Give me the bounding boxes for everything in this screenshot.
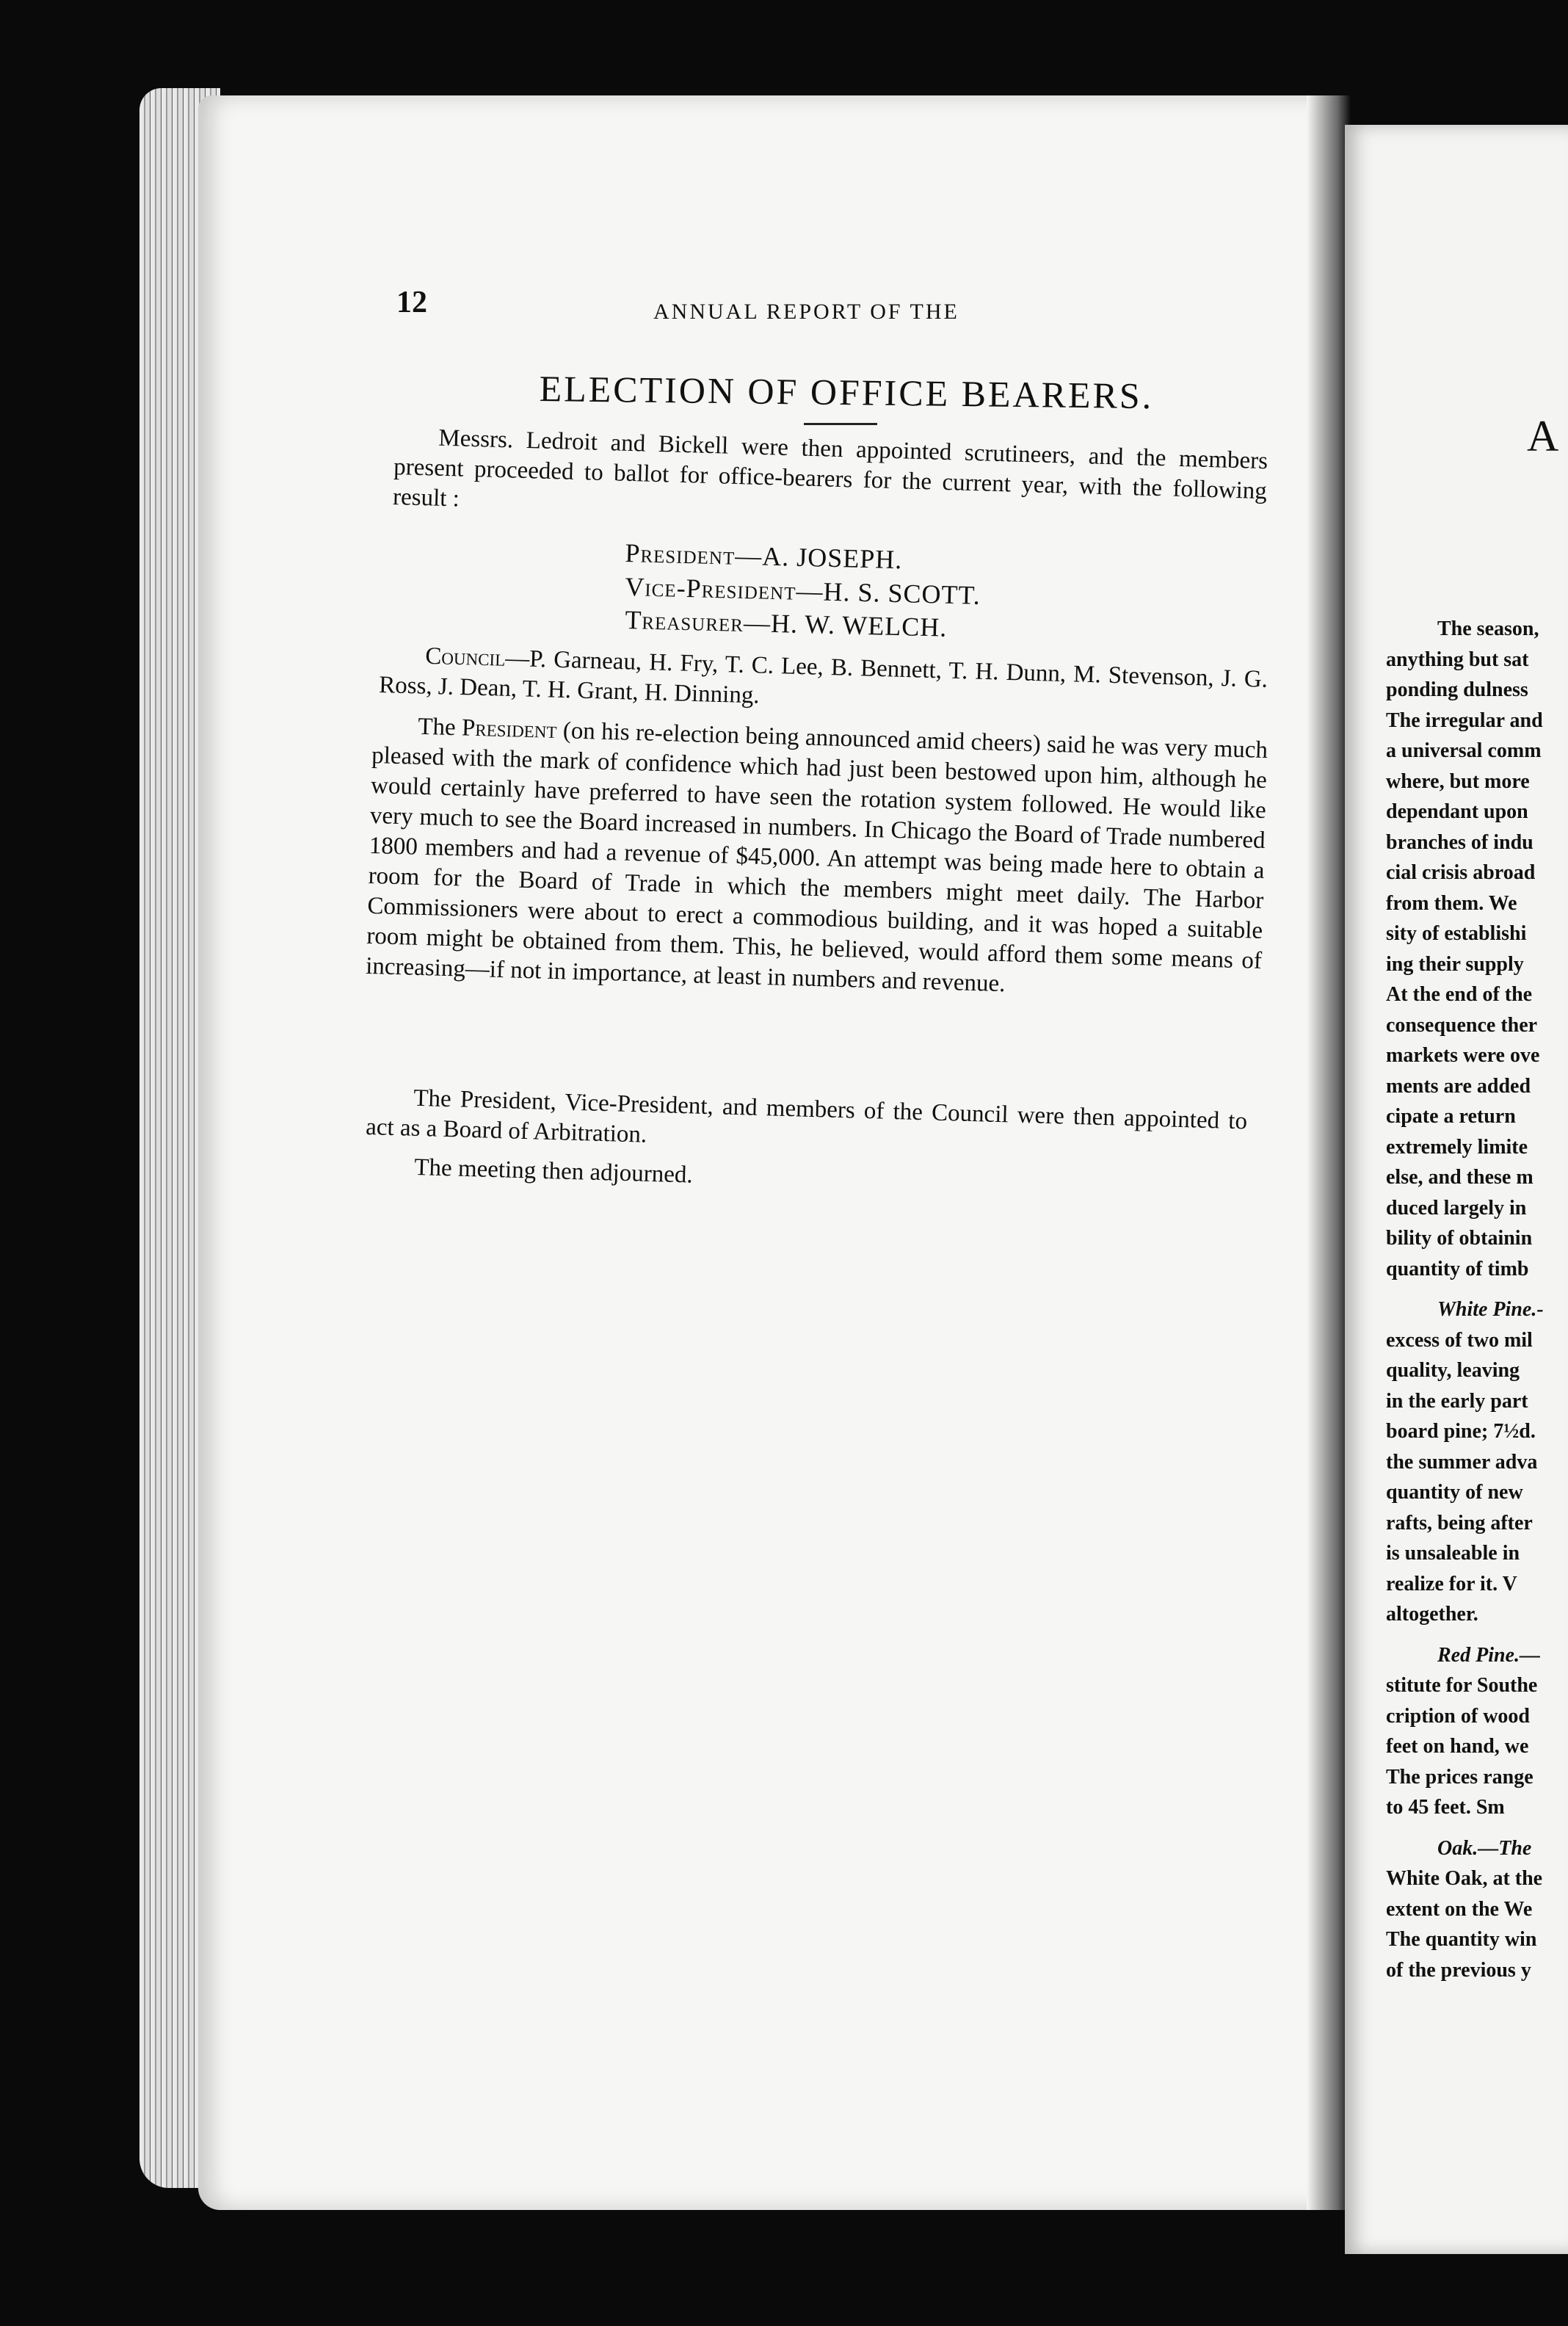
right-page-line: cipate a return (1386, 1105, 1516, 1128)
right-page-line: where, but more (1386, 769, 1530, 793)
president-speech-paragraph (366, 711, 1268, 1007)
right-page-line: duced largely in (1386, 1196, 1527, 1220)
right-page-line: stitute for Southe (1386, 1674, 1538, 1697)
officer-role: Treasurer (624, 604, 744, 637)
right-page-line: feet on hand, we (1386, 1735, 1529, 1758)
right-page-line: extremely limite (1386, 1135, 1528, 1159)
officer-name: —H. W. WELCH. (743, 607, 948, 642)
right-page-line: The quantity win (1386, 1928, 1537, 1951)
right-page-line: The irregular and (1386, 709, 1543, 732)
right-page-line: White Pine.- (1437, 1298, 1544, 1321)
adjourned-line: The meeting then adjourned. (413, 1153, 694, 1189)
right-page-line: rafts, being after (1386, 1511, 1533, 1535)
right-page-line: ments are added (1386, 1074, 1531, 1098)
council-members: —P. Garneau, H. Fry, T. C. Lee, B. Bennett, T. H. Dunn, M. Stevenson, J. G. Ross, J. Dean, T. H. Grant, H. Dinning. (378, 645, 1268, 709)
officer-treasurer (625, 604, 948, 643)
officer-name: —A. JOSEPH. (734, 540, 903, 575)
right-page-line: realize for it. V (1386, 1572, 1517, 1595)
right-page-line: At the end of the (1386, 983, 1533, 1006)
officer-president (625, 537, 903, 575)
right-page-line: Red Pine.— (1437, 1643, 1540, 1667)
right-page-line: quantity of timb (1386, 1257, 1529, 1280)
right-page-line: cription of wood (1386, 1704, 1530, 1728)
right-page-line: The season, (1437, 617, 1539, 640)
right-page-line: Oak.—The (1437, 1836, 1532, 1860)
officer-role: President (624, 537, 736, 570)
president-word: President (461, 714, 558, 744)
right-page-line: quality, leaving (1386, 1359, 1520, 1382)
right-page-line: ponding dulness (1386, 678, 1528, 701)
section-title: ELECTION OF OFFICE BEARERS. (539, 367, 1154, 417)
right-page-line: the summer adva (1386, 1450, 1538, 1474)
right-page-line: ing their supply (1386, 952, 1524, 976)
right-page-line: excess of two mil (1386, 1328, 1533, 1352)
arbitration-paragraph: The President, Vice-President, and members of the Council were then appointed to act as a Board of Arbitration. (365, 1084, 1248, 1148)
title-rule (804, 423, 877, 425)
right-page-line: White Oak, at the (1386, 1867, 1543, 1890)
right-page-line: cial crisis abroad (1386, 861, 1536, 884)
right-page-line: in the early part (1386, 1389, 1528, 1413)
officer-role: Vice-President (624, 571, 797, 606)
right-page-line: anything but sat (1386, 648, 1529, 671)
right-page-line: dependant upon (1386, 800, 1528, 823)
right-page-line: quantity of new (1386, 1481, 1523, 1504)
speech-text: (on his re-election being announced amid cheers) said he was very much pleased with the mark of confidence which had just been bestowed upon him, although he would certainly have preferred to have seen the rotation system followed. He would like very much to see the Board increased in numbers. In Chicago the Board of Trade numbered 1800 members and had a revenue of $45,000. An attempt was being made here to obtain a room for the Board of Trade in which the members might meet daily. The Harbor Commissioners were about to erect a commodious building, and it was hoped a suitable room might be obtained from them. This, he believed, would afford them some means of increasing—if not in importance, at least in numbers and revenue. (365, 717, 1268, 998)
right-page-line: else, and these m (1386, 1166, 1533, 1189)
speech-prefix: The (417, 713, 462, 742)
right-page-line: extent on the We (1386, 1897, 1533, 1921)
right-page-line: to 45 feet. Sm (1386, 1796, 1505, 1819)
right-page-line: is unsaleable in (1386, 1542, 1520, 1565)
right-page-heading: A (1527, 412, 1559, 460)
right-page-line: sity of establishi (1386, 922, 1527, 945)
right-page-line: markets were ove (1386, 1044, 1540, 1067)
right-page-line: of the previous y (1386, 1958, 1531, 1982)
officer-vice-president (625, 571, 981, 611)
officer-name: —H. S. SCOTT. (796, 576, 981, 610)
right-page-line: board pine; 7½d. (1386, 1420, 1536, 1443)
right-page-line: a universal comm (1386, 739, 1542, 762)
page-number: 12 (396, 286, 427, 319)
right-page-line: The prices range (1386, 1765, 1533, 1789)
right-page-line: altogether. (1386, 1603, 1478, 1626)
right-page-line: from them. We (1386, 891, 1517, 915)
intro-paragraph: Messrs. Ledroit and Bickell were then appointed scrutineers, and the members present proceeded to ballot for office-bearers for the current year, with the following result : (392, 424, 1268, 512)
right-page-line: branches of indu (1386, 830, 1533, 854)
right-page-line: consequence ther (1386, 1013, 1538, 1037)
running-head: ANNUAL REPORT OF THE (653, 300, 959, 324)
council-paragraph (379, 640, 1268, 725)
council-label: Council (424, 642, 506, 672)
right-page-line: bility of obtainin (1386, 1227, 1533, 1250)
